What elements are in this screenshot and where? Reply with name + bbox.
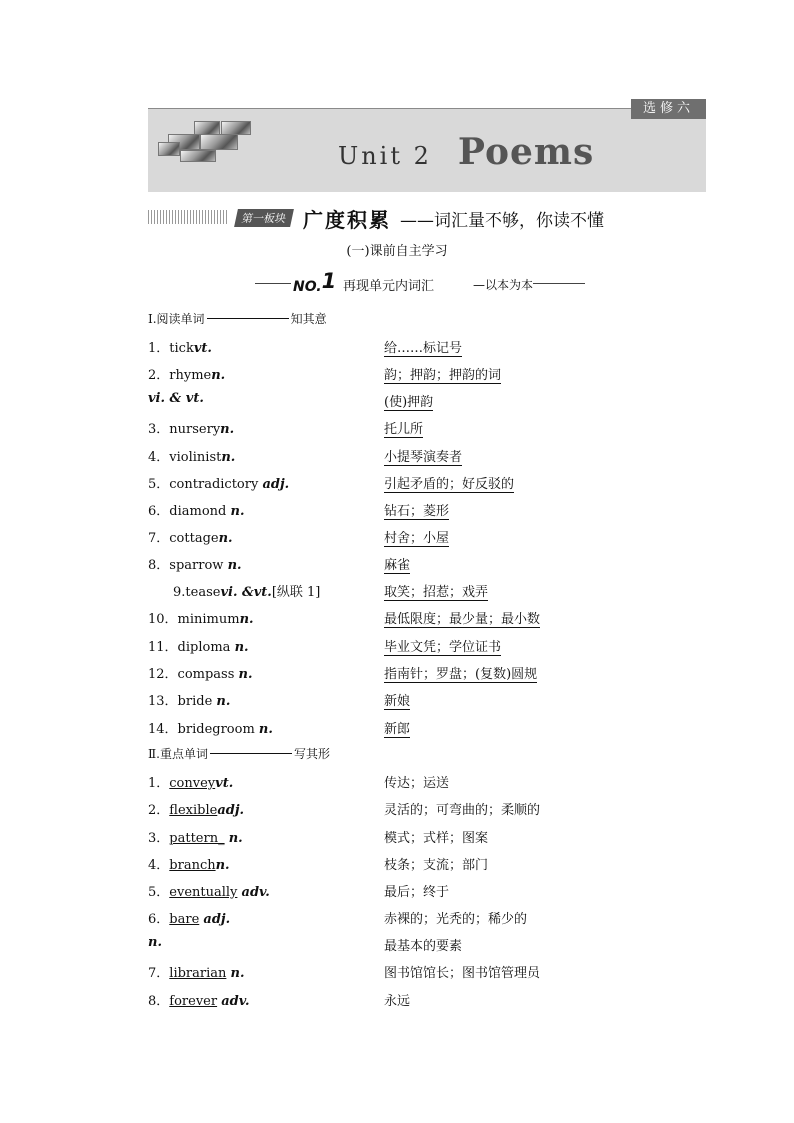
meaning: 取笑；招惹；戏弄 [384, 581, 488, 601]
meaning: (使)押韵 [384, 391, 433, 411]
part2-header: Ⅱ.重点单词 写其形 [148, 747, 330, 761]
meaning: 图书馆馆长；图书馆管理员 [384, 966, 541, 981]
unit-name: Poems [457, 131, 595, 173]
unit-title [338, 131, 594, 173]
meaning: 最低限度；最少量；最小数 [384, 608, 540, 628]
meaning: 给……标记号 [384, 337, 462, 357]
divider [533, 283, 585, 284]
meaning: 最后；终于 [384, 885, 450, 900]
divider [255, 283, 291, 284]
meaning: 永远 [384, 994, 411, 1009]
meaning: 新郎 [384, 718, 410, 738]
stripe-decoration [148, 210, 228, 224]
meaning: 韵；押韵；押韵的词 [384, 364, 501, 384]
meaning: 毕业文凭；学位证书 [384, 636, 501, 656]
meaning: 灵活的；可弯曲的；柔顺的 [384, 803, 541, 818]
board-tag: 第一板块 [234, 209, 294, 227]
unit-banner [148, 101, 706, 192]
meaning: 赤裸的；光秃的；稀少的 [384, 912, 528, 927]
meaning: 麻雀 [384, 554, 410, 574]
meaning: 钻石；菱形 [384, 500, 449, 520]
meaning: 引起矛盾的；好反驳的 [384, 473, 514, 493]
no1-label: NO.1 [293, 269, 337, 295]
meaning: 枝条；支流；部门 [384, 858, 489, 873]
meaning: 模式；式样；图案 [384, 831, 489, 846]
part1-header: Ⅰ.阅读单词 知其意 [148, 312, 327, 326]
section-subtitle: ——词汇量不够，你读不懂 [400, 211, 604, 231]
no1-heading [255, 269, 585, 296]
no1-tail: —以本为本 [473, 278, 534, 292]
elective-tag: 选修六 [631, 99, 706, 119]
section-main-title: 广度积累 [303, 208, 391, 232]
no1-title: 再现单元内词汇 [343, 279, 435, 294]
landscape-photos-icon [158, 121, 253, 161]
meaning: 托儿所 [384, 418, 423, 438]
meaning: 村舍；小屋 [384, 527, 449, 547]
meaning: 指南针；罗盘；(复数)圆规 [384, 663, 537, 683]
meaning: 新娘 [384, 690, 410, 710]
meaning: 小提琴演奏者 [384, 446, 462, 466]
meaning: 传达；运送 [384, 776, 450, 791]
meaning: 最基本的要素 [384, 939, 463, 954]
lesson-subtitle: (一)课前自主学习 [346, 244, 448, 259]
section-heading [148, 204, 708, 232]
unit-number: Unit 2 [338, 142, 432, 170]
